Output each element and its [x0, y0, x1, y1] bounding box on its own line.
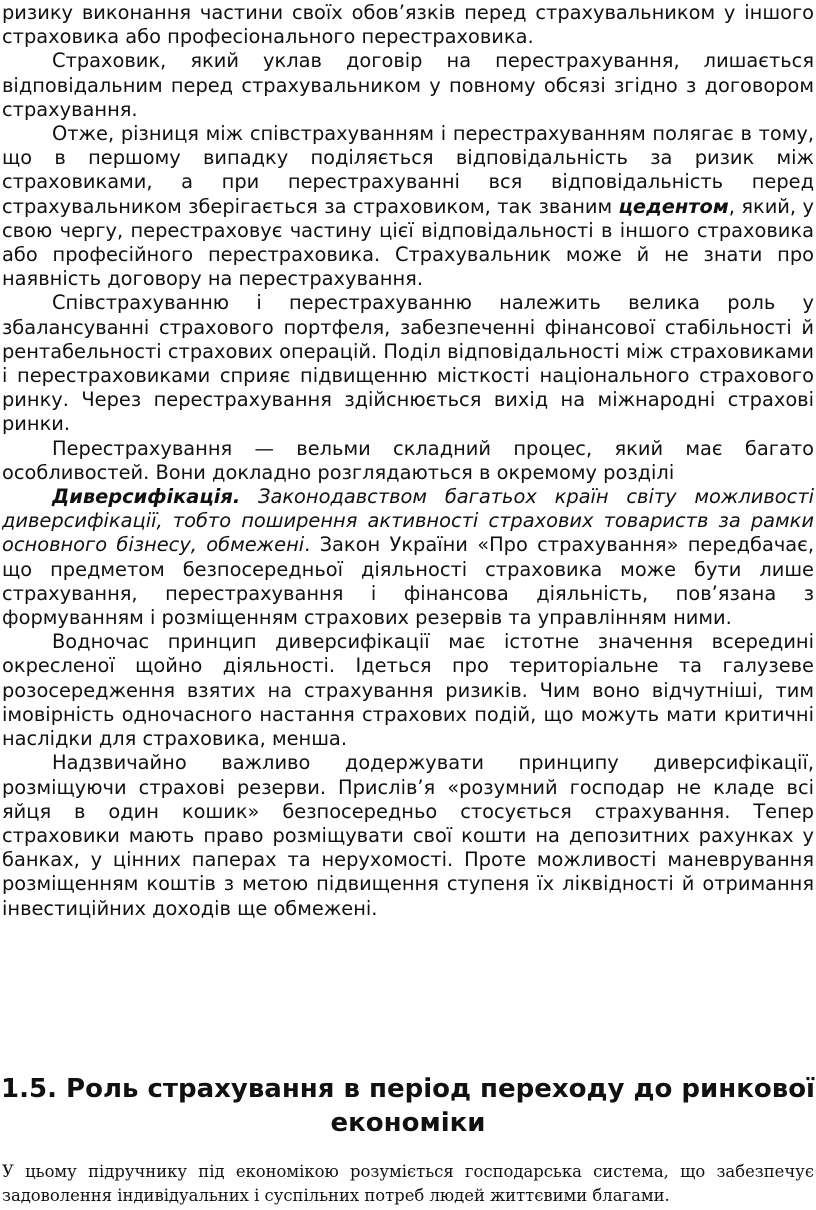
- body-text: [2, 1, 814, 921]
- term-cedent: цедентом: [618, 194, 729, 218]
- paragraph-role-of-reinsurance: Співстрахуванню і перестрахуванню належить велика роль у збалансуванні страхового портфеля, забезпеченні фінансової стабільності й рентабельності страхових операцій. Поділ відповідальності між страховиками і перестраховиками сприяє підвищенню місткості національного страхового ринку. Через перестрахування здійснюється вихід на міжнародні страхові ринки.: [2, 291, 814, 436]
- section-title: Роль страхування в період переходу до ринкової економіки: [66, 1074, 815, 1138]
- paragraph-reinsurance-risk-continuation: ризику виконання частини своїх обов’язків перед страхувальником у іншого страховика або професіонального перестраховика.: [2, 1, 814, 49]
- paragraph-reserves-placement: Надзвичайно важливо додержувати принципу диверсифікації, розміщуючи страхові резерви. Прислів’я «розумний господар не кладе всі яйця в один кошик» безпосередньо стосується страхування. Тепер страховики мають право розміщувати свої кошти на депозитних рахунках у банках, у цінних паперах та нерухомості. Проте можливості маневрування розміщенням коштів з метою підвищення ступеня їх ліквідності й отримання інвестиційних доходів ще обмежені.: [2, 751, 814, 920]
- section-number: 1.5.: [1, 1074, 57, 1104]
- paragraph-coinsurance-vs-reinsurance: Отже, різниця між співстрахуванням і перестрахуванням полягає в тому, що в першому випадку поділяється відповідальність за ризик між страховиками, а при перестрахуванні вся відповідальність перед страхувальником зберігається за страховиком, так званим цедентом, який, у свою чергу, перестраховує частину цієї відповідальності в іншого страховика або професійного перестраховика. Страхувальник може й не знати про наявність договору на перестрахування.: [2, 122, 814, 291]
- intro-paragraph: У цьому підручнику під економікою розуміється господарська система, що забезпечує задоволення індивідуальних і суспільних потреб людей життєвими благами.: [2, 1162, 814, 1205]
- paragraph-diversification-principle: Водночас принцип диверсифікації має істотне значення всередині окресленої щойно діяльності. Ідеться про територіальне та галузеве розосередження взятих на страхування ризиків. Чим воно відчутніші, тим імовірність одночасного настання страхових подій, що можуть мати критичні наслідки для страховика, менша.: [2, 630, 814, 751]
- paragraph-diversification: Диверсифікація. Законодавством багатьох країн світу можливості диверсифікації, тобто поширення активності страхових товариств за рамки основного бізнесу, обмежені. Закон України «Про страхування» передбачає, що предметом безпосередньої діяльності страховика може бути лише страхування, перестрахування і фінансова діяльність, пов’язана з формуванням і розміщенням страхових резервів та управлінням ними.: [2, 485, 814, 630]
- term-diversification: Диверсифікація: [52, 485, 233, 509]
- paragraph-reinsurance-complexity: Перестрахування — вельми складний процес, який має багато особливостей. Вони докладно розглядаються в окремому розділі: [2, 436, 814, 484]
- diversification-italic-text: Законодавством багатьох країн світу можливості диверсифікації, тобто поширення активності страхових товариств за рамки основного бізнесу, обмежені: [2, 485, 814, 557]
- paragraph-insurer-liability: Страховик, який уклав договір на перестрахування, лишається відповідальним перед страхувальником у повному обсязі згідно з договором страхування.: [2, 49, 814, 121]
- section-heading: [0, 1072, 816, 1140]
